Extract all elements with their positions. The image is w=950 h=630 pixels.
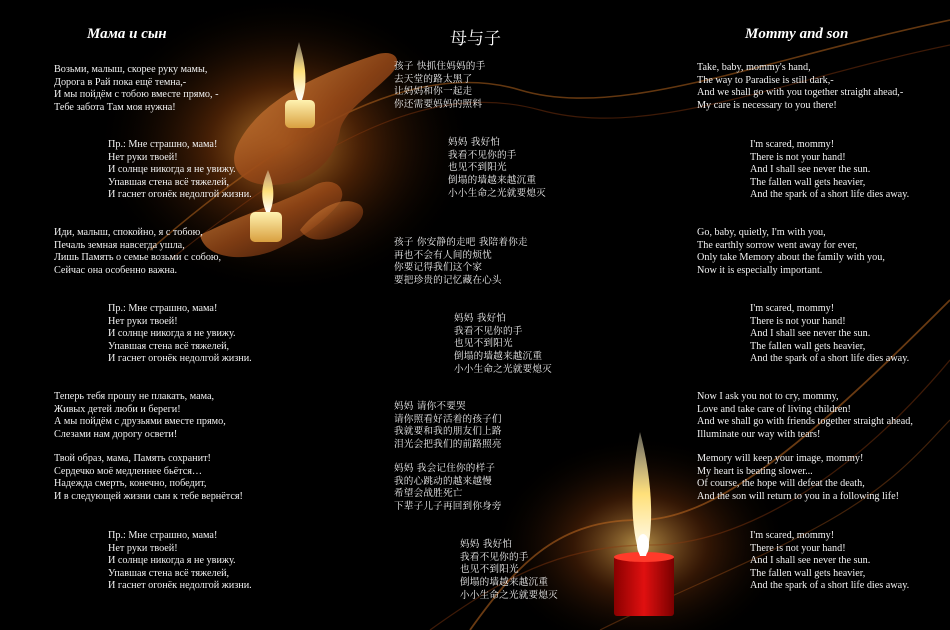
poem-line: Надежда смерть, конечно, победит, — [54, 478, 207, 490]
poem-line: I'm scared, mommy! — [750, 303, 835, 314]
poem-line: And the spark of a short life dies away. — [750, 189, 910, 201]
poem-line: Пр.: Мне страшно, мама! — [108, 303, 218, 314]
poem-line: Лишь Память о семье возьми с собою, — [54, 252, 222, 264]
english-refrain-1 — [750, 139, 909, 202]
poem-line: Пр.: Мне страшно, мама! — [108, 139, 218, 150]
russian-poem-title: Мама и сын — [87, 26, 167, 42]
poem-line: Упавшая стена всё тяжелей, — [108, 567, 230, 579]
poem-line: I'm scared, mommy! — [750, 139, 835, 150]
poem-line: And the son will return to you in a following life! — [697, 490, 900, 502]
poem-line: Take, baby, mommy's hand, — [697, 62, 811, 73]
poem-line: The fallen wall gets heavier, — [750, 567, 866, 579]
poem-line: 也见不到阳光 — [460, 564, 519, 576]
poem-line: 也见不到阳光 — [448, 162, 507, 174]
chinese-refrain-3 — [460, 539, 558, 603]
poem-line: И солнце никогда я не увижу. — [108, 555, 236, 567]
poem-line: The fallen wall gets heavier, — [750, 176, 866, 188]
poem-line: И в следующей жизни сын к тебе вернётся! — [54, 490, 243, 502]
english-stanza-3 — [697, 391, 913, 441]
chinese-stanza-1 — [394, 61, 485, 112]
russian-refrain-3 — [108, 530, 252, 593]
chinese-stanza-3 — [394, 401, 502, 452]
english-stanza-1 — [697, 62, 903, 112]
poem-line: Сердечко моё медленнее бьётся… — [54, 465, 203, 477]
poem-line: 倒塌的墙越来越沉重 — [454, 351, 543, 363]
poem-line: 妈妈 我会记住你的样子 — [394, 463, 496, 474]
english-poem-title: Mommy and son — [745, 26, 849, 42]
poem-line: And the spark of a short life dies away. — [750, 353, 910, 365]
poem-line: 再也不会有人间的烦忧 — [394, 249, 492, 261]
russian-stanza-3 — [54, 391, 226, 441]
poem-line: And I shall see never the sun. — [750, 555, 871, 567]
poem-line: The earthly sorrow went away for ever, — [697, 239, 858, 251]
poem-line: И гаснет огонёк недолгой жизни. — [108, 353, 252, 365]
poem-line: 我看不见你的手 — [454, 325, 523, 337]
russian-poem-column — [0, 0, 330, 630]
poem-line: Love and take care of living children! — [697, 403, 851, 415]
poem-line: 妈妈 请你不要哭 — [394, 401, 466, 412]
russian-stanza-1 — [54, 64, 219, 114]
poem-line: И гаснет огонёк недолгой жизни. — [108, 189, 252, 201]
chinese-refrain-1 — [448, 137, 546, 201]
poem-line: 孩子 快抓住妈妈的手 — [394, 61, 486, 72]
poem-line: 孩子 你安静的走吧 我陪着你走 — [394, 237, 528, 248]
poem-line: The fallen wall gets heavier, — [750, 340, 866, 352]
chinese-stanza-2 — [394, 237, 528, 288]
poem-line: 希望会战胜死亡 — [394, 488, 463, 500]
poem-line: I'm scared, mommy! — [750, 530, 835, 541]
poem-line: 下辈子儿子再回到你身旁 — [394, 501, 502, 513]
poem-line: 你还需要妈妈的照料 — [394, 99, 483, 111]
poem-line: И мы пойдём с тобою вместе прямо, - — [54, 89, 219, 101]
english-poem-column — [660, 0, 950, 630]
poem-line: Now it is especially important. — [697, 264, 823, 276]
poem-line: Нет руки твоей! — [108, 542, 178, 554]
poem-line: Тебе забота Там моя нужна! — [54, 101, 176, 113]
english-refrain-3 — [750, 530, 909, 593]
poem-line: And we shall go with you together straight ahead,- — [697, 87, 904, 99]
english-stanza-4 — [697, 453, 899, 503]
chinese-poem-title: 母与子 — [450, 29, 501, 49]
poem-line: The way to Paradise is still dark,- — [697, 74, 834, 86]
poem-line: 倒塌的墙越来越沉重 — [448, 175, 537, 187]
russian-refrain-1 — [108, 139, 252, 202]
chinese-refrain-2 — [454, 313, 552, 377]
poem-line: Memory will keep your image, mommy! — [697, 453, 864, 464]
poem-line: 妈妈 我好怕 — [460, 539, 513, 550]
poem-line: Only take Memory about the family with you, — [697, 252, 885, 264]
poem-line: My heart is beating slower... — [697, 465, 813, 477]
poem-line: Illuminate our way with tears! — [697, 428, 821, 440]
poem-line: Сейчас она особенно важна. — [54, 264, 178, 276]
poem-line: 请你照看好活着的孩子们 — [394, 413, 502, 425]
poem-line: 妈妈 我好怕 — [448, 137, 501, 148]
poem-line: 我看不见你的手 — [460, 551, 529, 563]
poem-line: Живых детей люби и береги! — [54, 403, 181, 415]
poem-line: Now I ask you not to cry, mommy, — [697, 391, 839, 402]
poem-line: 去天堂的路太黑了 — [394, 73, 473, 85]
poem-line: There is not your hand! — [750, 315, 846, 327]
poem-line: 让妈妈和你一起走 — [394, 86, 473, 98]
poem-line: 妈妈 我好怕 — [454, 313, 507, 324]
poem-line: Go, baby, quietly, I'm with you, — [697, 227, 826, 238]
poem-line: Иди, малыш, спокойно, я с тобою, — [54, 227, 203, 238]
poem-line: И гаснет огонёк недолгой жизни. — [108, 580, 252, 592]
poem-line: 你要记得我们这个家 — [394, 262, 483, 274]
poem-line: 我看不见你的手 — [448, 149, 517, 161]
russian-stanza-2 — [54, 227, 221, 277]
english-stanza-2 — [697, 227, 885, 277]
poem-line: And the spark of a short life dies away. — [750, 580, 910, 592]
russian-stanza-4 — [54, 453, 243, 503]
poem-line: There is not your hand! — [750, 151, 846, 163]
poem-line: And I shall see never the sun. — [750, 328, 871, 340]
poem-line: 小小生命之光就要熄灭 — [448, 187, 546, 199]
chinese-stanza-4 — [394, 463, 502, 514]
poem-line: Упавшая стена всё тяжелей, — [108, 340, 230, 352]
poem-line: И солнце никогда я не увижу. — [108, 164, 236, 176]
poem-line: Of course, the hope will defeat the death, — [697, 478, 865, 490]
poem-line: Печаль земная навсегда ушла, — [54, 239, 185, 251]
poem-line: Нет руки твоей! — [108, 315, 178, 327]
poem-line: 小小生命之光就要熄灭 — [460, 589, 558, 601]
poem-line: Дорога в Рай пока ещё темна,- — [54, 76, 187, 88]
poem-line: 我就要和我的朋友们上路 — [394, 426, 502, 438]
poem-line: And we shall go with friends together straight ahead, — [697, 416, 913, 428]
poem-line: 小小生命之光就要熄灭 — [454, 363, 552, 375]
chinese-poem-column — [330, 0, 660, 630]
poem-line: Теперь тебя прошу не плакать, мама, — [54, 391, 215, 402]
poem-line: There is not your hand! — [750, 542, 846, 554]
poem-line: Нет руки твоей! — [108, 151, 178, 163]
poem-line: И солнце никогда я не увижу. — [108, 328, 236, 340]
poem-line: 要把珍贵的记忆藏在心头 — [394, 275, 502, 287]
poem-line: Твой образ, мама, Память сохранит! — [54, 453, 211, 464]
poem-line: 倒塌的墙越来越沉重 — [460, 577, 549, 589]
poem-line: And I shall see never the sun. — [750, 164, 871, 176]
poem-line: My care is necessary to you there! — [697, 99, 837, 111]
poem-line: Слезами нам дорогу освети! — [54, 428, 178, 440]
russian-refrain-2 — [108, 303, 252, 366]
poem-line: 泪光会把我们的前路照亮 — [394, 439, 502, 451]
poem-line: 也见不到阳光 — [454, 338, 513, 350]
poem-line: Возьми, малыш, скорее руку мамы, — [54, 64, 208, 75]
english-refrain-2 — [750, 303, 909, 366]
poem-line: 我的心跳动的越来越慢 — [394, 475, 492, 487]
poem-line: А мы пойдём с друзьями вместе прямо, — [54, 416, 226, 428]
poem-line: Пр.: Мне страшно, мама! — [108, 530, 218, 541]
poem-line: Упавшая стена всё тяжелей, — [108, 176, 230, 188]
